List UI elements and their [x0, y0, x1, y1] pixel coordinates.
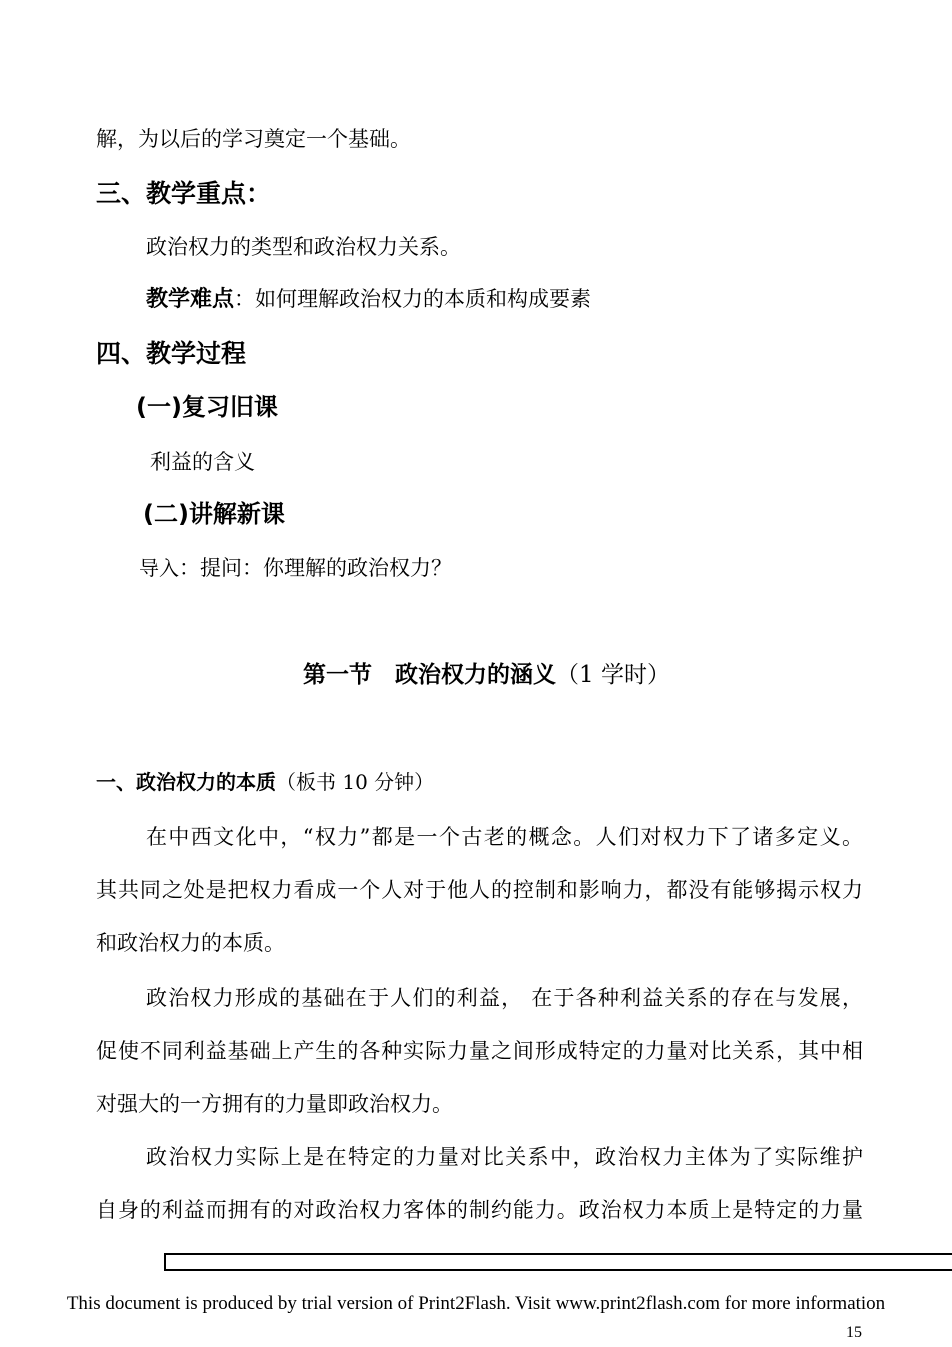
- paragraph-1-line-2: 其共同之处是把权力看成一个人对于他人的控制和影响力，都没有能够揭示权力: [96, 878, 863, 902]
- paragraph-3-line-2: 自身的利益而拥有的对政治权力客体的制约能力。政治权力本质上是特定的力量: [96, 1198, 863, 1222]
- subsection-title: [96, 768, 434, 796]
- heading-teaching-focus: 三、教学重点：: [96, 179, 272, 208]
- paragraph-2-line-1: 政治权力形成的基础在于人们的利益， 在于各种利益关系的存在与发展，: [146, 986, 863, 1010]
- section-title-suffix: （1 学时）: [556, 662, 670, 688]
- teaching-focus-text: 政治权力的类型和政治权力关系。: [146, 235, 461, 259]
- trial-notice: This document is produced by trial version of Print2Flash. Visit www.print2flash.com for more information: [66, 1293, 886, 1314]
- review-item: 利益的含义: [150, 450, 255, 474]
- teaching-difficulty-label: 教学难点: [146, 287, 235, 312]
- paragraph-1-line-3: 和政治权力的本质。: [96, 931, 285, 955]
- paragraph-1-line-1: 在中西文化中，“权力”都是一个古老的概念。人们对权力下了诸多定义。: [146, 825, 863, 849]
- section-title: [303, 660, 670, 690]
- section-title-bold: 第一节 政治权力的涵义: [303, 662, 556, 688]
- heading-teaching-process: 四、教学过程: [96, 339, 247, 368]
- paragraph-2-line-2: 促使不同利益基础上产生的各种实际力量之间形成特定的力量对比关系，其中相: [96, 1039, 863, 1063]
- subsection-title-bold: 一、政治权力的本质: [96, 770, 276, 794]
- paragraph-2-line-3: 对强大的一方拥有的力量即政治权力。: [96, 1092, 453, 1116]
- heading-review: (一)复习旧课: [136, 393, 278, 421]
- page-number: 15: [846, 1324, 862, 1341]
- subsection-title-suffix: （板书 10 分钟）: [276, 770, 435, 794]
- teaching-difficulty-text: ：如何理解政治权力的本质和构成要素: [234, 287, 592, 311]
- intro-label: 导入: [139, 556, 179, 580]
- continuation-line: 解，为以后的学习奠定一个基础。: [96, 127, 411, 151]
- footer-frame: [164, 1253, 952, 1271]
- paragraph-3-line-1: 政治权力实际上是在特定的力量对比关系中，政治权力主体为了实际维护: [146, 1145, 863, 1169]
- intro-text: ：提问：你理解的政治权力？: [179, 556, 452, 580]
- teaching-difficulty-line: [146, 285, 591, 314]
- intro-line: [139, 554, 452, 582]
- heading-new-lesson: (二)讲解新课: [143, 500, 285, 528]
